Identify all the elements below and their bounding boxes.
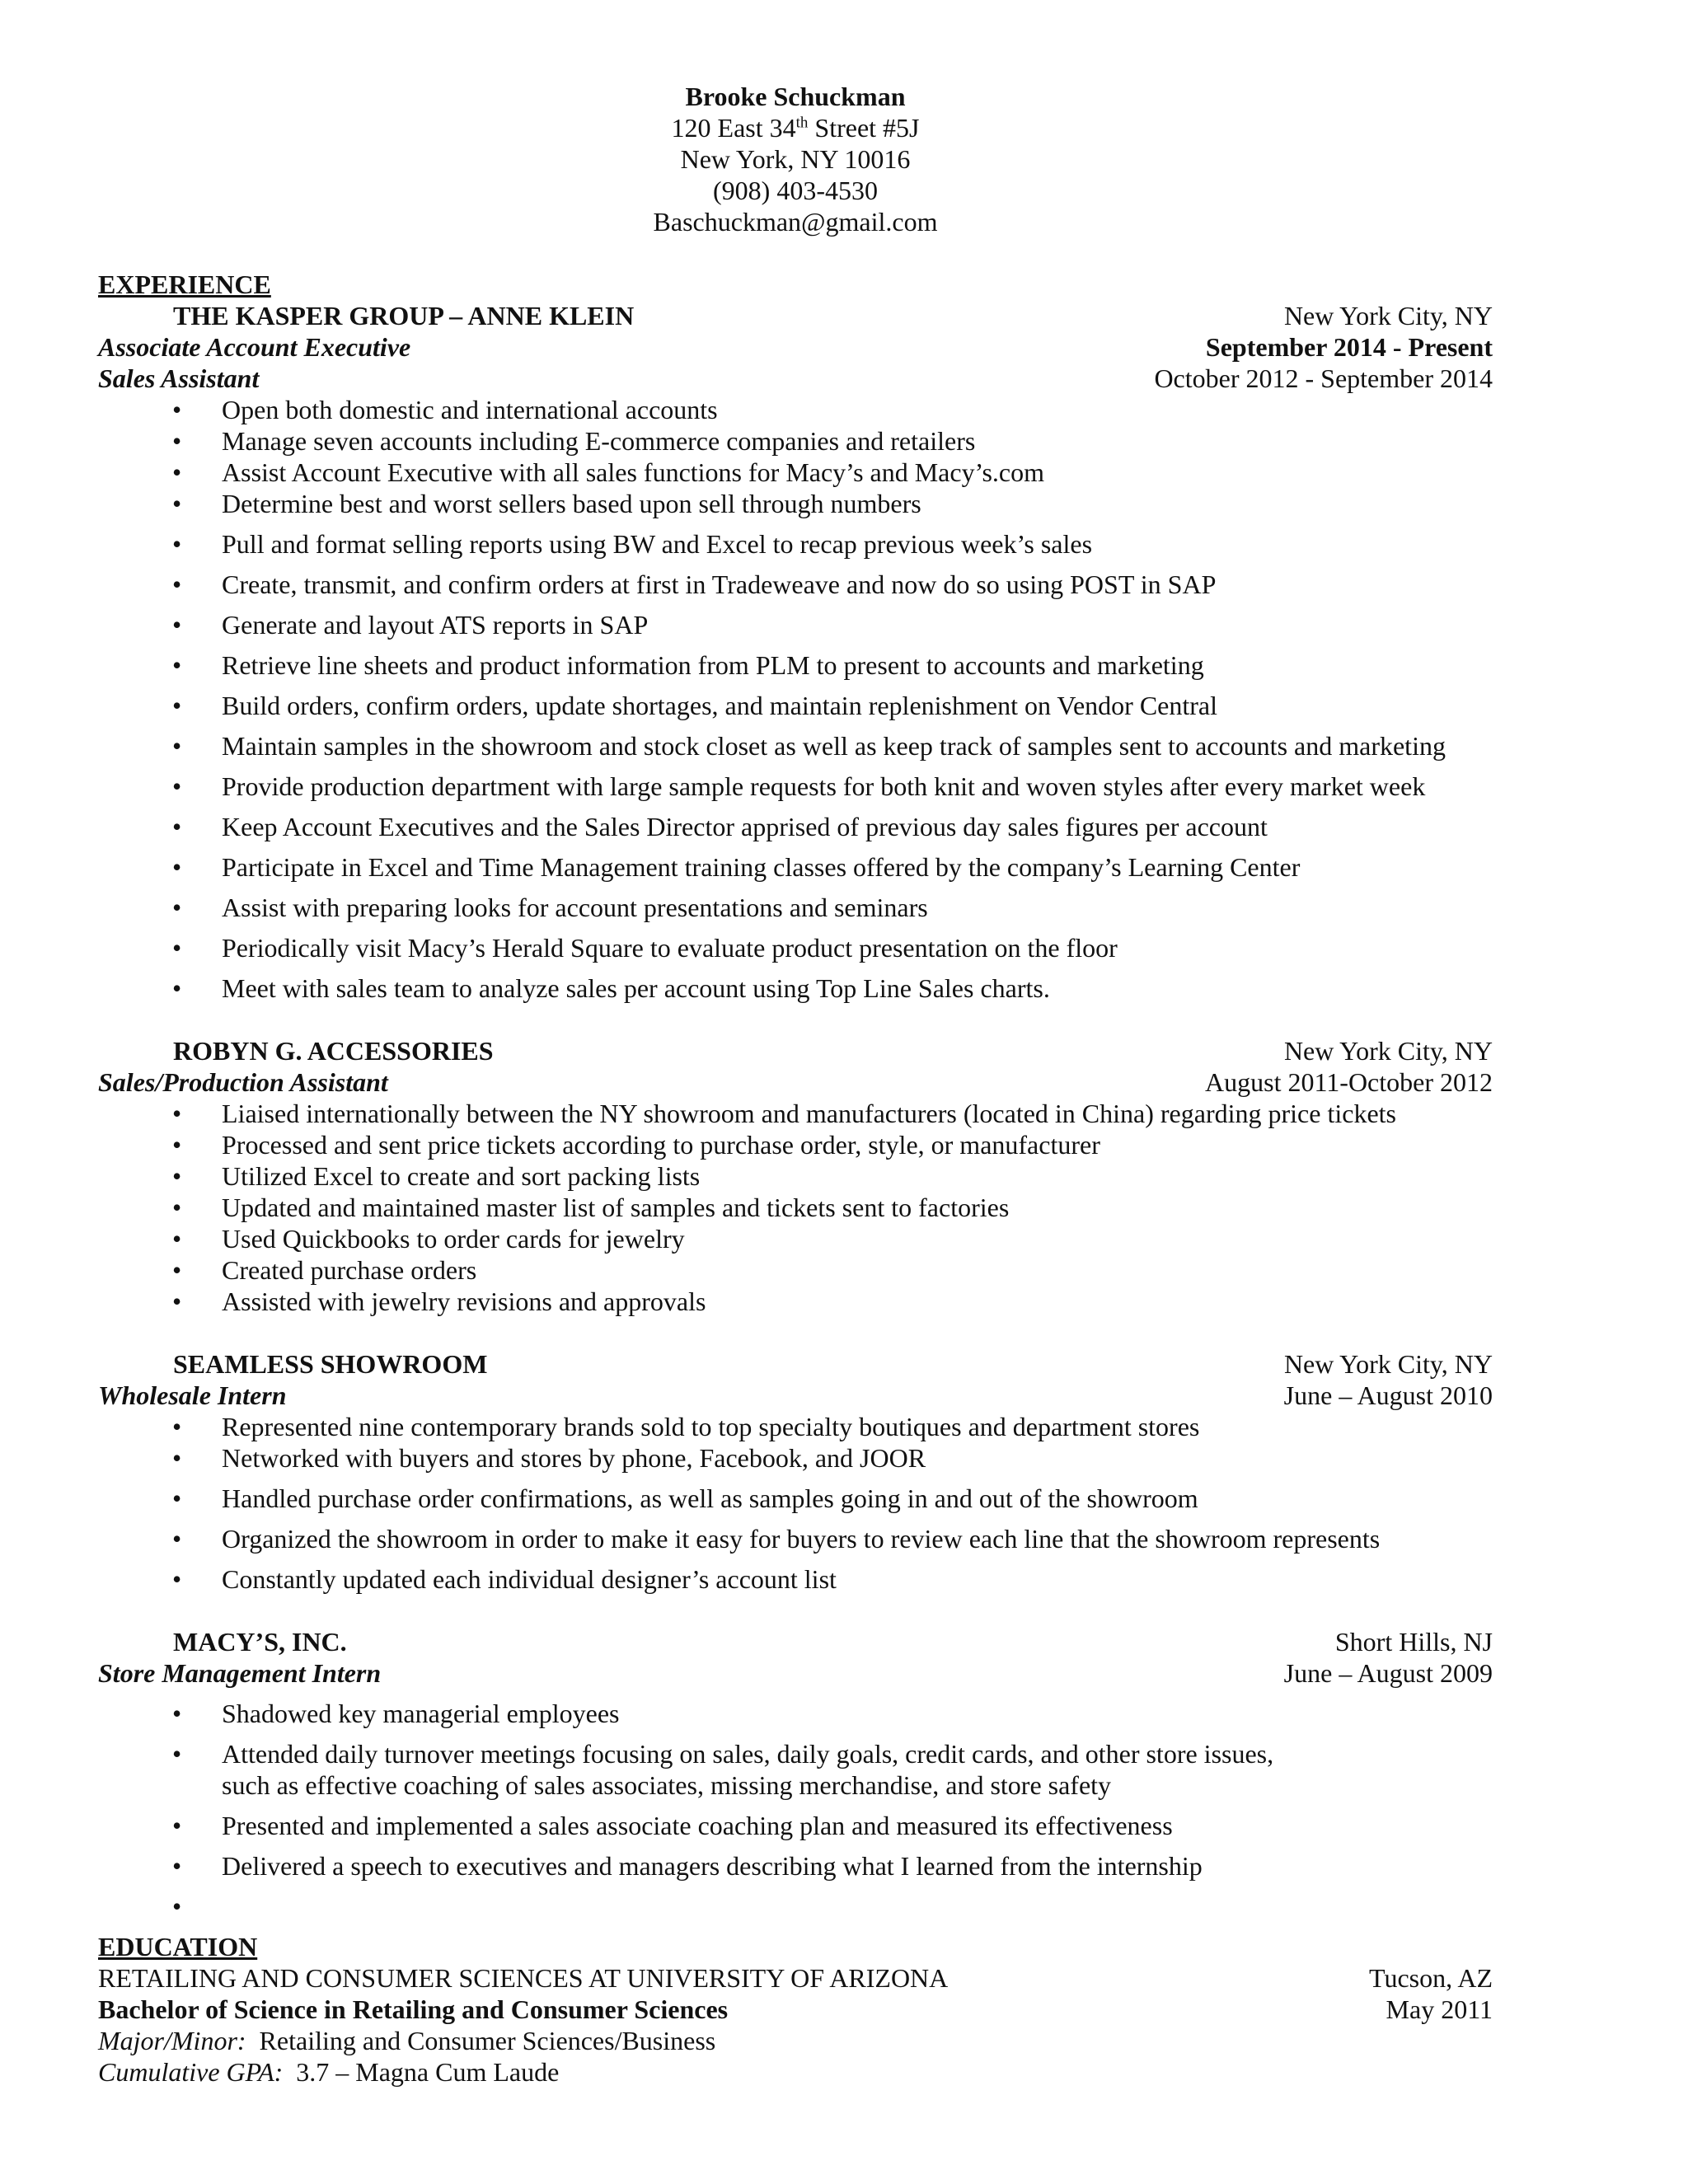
- gpa-label: Cumulative GPA:: [98, 2057, 284, 2087]
- address-line: 120 East 34th Street #5J: [671, 113, 920, 143]
- role-dates: June – August 2009: [1283, 1658, 1493, 1688]
- bullet-icon: •: [172, 426, 182, 456]
- phone-number: (908) 403-4530: [713, 176, 878, 205]
- role-title: Wholesale Intern: [98, 1380, 287, 1410]
- job-header: [98, 1626, 1493, 1657]
- list-item: • Create, transmit, and confirm orders at first in Tradeweave and now do so using POST in SAP: [172, 569, 1217, 599]
- experience-heading: EXPERIENCE: [98, 269, 271, 299]
- bullet-icon: •: [172, 973, 182, 1003]
- duties-list: [98, 394, 1493, 1004]
- bullet-icon: •: [172, 771, 182, 801]
- bullet-icon: •: [172, 610, 182, 640]
- list-item: • Manage seven accounts including E-commerce companies and retailers: [172, 426, 976, 456]
- bullet-icon: •: [172, 569, 182, 599]
- job-location: Short Hills, NJ: [1334, 1627, 1493, 1657]
- bullet-icon: •: [172, 1811, 182, 1840]
- company-name: ROBYN G. ACCESSORIES: [173, 1036, 494, 1066]
- bullet-icon: •: [172, 1524, 182, 1554]
- bullet-icon: •: [172, 1739, 182, 1769]
- job-kasper-group: [98, 300, 1493, 1004]
- bullet-icon: •: [172, 691, 182, 720]
- job-location: New York City, NY: [1283, 301, 1493, 330]
- list-item: • Updated and maintained master list of samples and tickets sent to factories: [172, 1193, 1010, 1222]
- bullet-icon: •: [172, 893, 182, 922]
- list-item: • Generate and layout ATS reports in SAP: [172, 610, 649, 640]
- role-dates: September 2014 - Present: [1205, 332, 1493, 362]
- gpa-value: 3.7 – Magna Cum Laude: [296, 2057, 560, 2087]
- bullet-icon: •: [172, 1891, 182, 1921]
- list-item: • Assist with preparing looks for account presentations and seminars: [172, 893, 928, 922]
- bullet-icon: •: [172, 395, 182, 424]
- bullet-icon: •: [172, 852, 182, 882]
- role-row: [98, 1066, 1493, 1098]
- bullet-icon: •: [172, 1286, 182, 1316]
- bullet-icon: •: [172, 1483, 182, 1513]
- list-item: • Keep Account Executives and the Sales Director apprised of previous day sales figures per account: [172, 812, 1268, 841]
- company-name: SEAMLESS SHOWROOM: [173, 1349, 488, 1379]
- role-title: Sales Assistant: [98, 363, 260, 393]
- bullet-icon: •: [172, 1224, 182, 1254]
- major-minor-line: [98, 2025, 1493, 2056]
- role-dates: October 2012 - September 2014: [1154, 363, 1493, 393]
- company-name: THE KASPER GROUP – ANNE KLEIN: [173, 301, 635, 330]
- resume-page: [98, 81, 1493, 2088]
- degree-date: May 2011: [1386, 1994, 1493, 2024]
- role-title: Store Management Intern: [98, 1658, 382, 1688]
- bullet-icon: •: [172, 1564, 182, 1594]
- applicant-name: Brooke Schuckman: [685, 82, 906, 111]
- list-item-empty: [98, 1891, 1493, 1922]
- list-item: • Used Quickbooks to order cards for jewelry: [172, 1224, 685, 1254]
- list-item: • Constantly updated each individual designer’s account list: [172, 1564, 837, 1594]
- job-location: New York City, NY: [1283, 1036, 1493, 1066]
- bullet-icon: •: [172, 1193, 182, 1222]
- list-item: • Utilized Excel to create and sort packing lists: [172, 1161, 701, 1191]
- list-item: • Processed and sent price tickets according to purchase order, style, or manufacturer: [172, 1130, 1100, 1160]
- bullet-icon: •: [172, 1851, 182, 1881]
- duties-list: [98, 1098, 1493, 1317]
- job-header: [98, 300, 1493, 331]
- list-item: • Networked with buyers and stores by phone, Facebook, and JOOR: [172, 1443, 926, 1473]
- bullet-icon: •: [172, 1699, 182, 1728]
- list-item: • Meet with sales team to analyze sales per account using Top Line Sales charts.: [172, 973, 1050, 1003]
- bullet-icon: •: [172, 1130, 182, 1160]
- list-item: • Build orders, confirm orders, update shortages, and maintain replenishment on Vendor Central: [172, 691, 1217, 720]
- list-item: • Periodically visit Macy’s Herald Square to evaluate product presentation on the floor: [172, 933, 1118, 963]
- list-item: • Delivered a speech to executives and managers describing what I learned from the internship: [172, 1851, 1203, 1881]
- duties-list: [98, 1698, 1493, 1922]
- list-item: • Shadowed key managerial employees: [172, 1699, 620, 1728]
- bullet-icon: •: [172, 529, 182, 559]
- list-item: • Represented nine contemporary brands sold to top specialty boutiques and department stores: [172, 1412, 1200, 1441]
- degree-name: Bachelor of Science in Retailing and Consumer Sciences: [98, 1994, 729, 2024]
- bullet-icon: •: [172, 933, 182, 963]
- list-item: • Handled purchase order confirmations, as well as samples going in and out of the showroom: [172, 1483, 1198, 1513]
- role-title: Sales/Production Assistant: [98, 1067, 388, 1097]
- company-name: MACY’S, INC.: [173, 1627, 347, 1657]
- list-item: • Assist Account Executive with all sales functions for Macy’s and Macy’s.com: [172, 457, 1045, 487]
- job-macys: [98, 1626, 1493, 1922]
- role-dates: August 2011-October 2012: [1205, 1067, 1493, 1097]
- list-item: • Pull and format selling reports using BW and Excel to recap previous week’s sales: [172, 529, 1093, 559]
- role-dates: June – August 2010: [1283, 1380, 1493, 1410]
- job-header: [98, 1348, 1493, 1380]
- bullet-icon: •: [172, 1412, 182, 1441]
- major-label: Major/Minor:: [98, 2026, 246, 2055]
- school-name: RETAILING AND CONSUMER SCIENCES AT UNIVERSITY OF ARIZONA: [98, 1963, 949, 1993]
- city-line: New York, NY 10016: [680, 144, 911, 174]
- list-item: • Created purchase orders: [172, 1255, 477, 1285]
- bullet-icon: •: [172, 650, 182, 680]
- bullet-icon: •: [172, 731, 182, 761]
- bullet-icon: •: [172, 489, 182, 518]
- list-item: • Participate in Excel and Time Management training classes offered by the company’s Learning Center: [172, 852, 1301, 882]
- job-seamless-showroom: [98, 1348, 1493, 1595]
- education-heading: EDUCATION: [98, 1932, 258, 1961]
- email-address: Baschuckman@gmail.com: [653, 207, 938, 237]
- list-item: • Determine best and worst sellers based upon sell through numbers: [172, 489, 921, 518]
- gpa-line: [98, 2056, 1493, 2088]
- list-item: • Open both domestic and international accounts: [172, 395, 718, 424]
- role-title: Associate Account Executive: [98, 332, 411, 362]
- school-location: Tucson, AZ: [1369, 1963, 1493, 1993]
- role-row: [98, 1657, 1493, 1689]
- list-item: • Retrieve line sheets and product information from PLM to present to accounts and marketing: [172, 650, 1204, 680]
- bullet-icon: •: [172, 1255, 182, 1285]
- contact-header: [98, 81, 1493, 237]
- job-robyn-g-accessories: [98, 1035, 1493, 1317]
- list-item: • Organized the showroom in order to make it easy for buyers to review each line that the showroom represents: [172, 1524, 1381, 1554]
- bullet-icon: •: [172, 1443, 182, 1473]
- role-row: [98, 1380, 1493, 1411]
- major-value: Retailing and Consumer Sciences/Business: [259, 2026, 716, 2055]
- list-item: • Presented and implemented a sales associate coaching plan and measured its effectiveness: [172, 1811, 1173, 1840]
- list-item: • Maintain samples in the showroom and stock closet as well as keep track of samples sent to accounts and marketing: [172, 731, 1446, 761]
- bullet-icon: •: [172, 457, 182, 487]
- list-item: • Assisted with jewelry revisions and approvals: [172, 1286, 706, 1316]
- role-row: [98, 363, 1493, 394]
- job-location: New York City, NY: [1283, 1349, 1493, 1379]
- education-school-row: [98, 1962, 1493, 1994]
- bullet-icon: •: [172, 1161, 182, 1191]
- duties-list: [98, 1411, 1493, 1595]
- education-degree-row: [98, 1994, 1493, 2025]
- list-item: • Attended daily turnover meetings focusing on sales, daily goals, credit cards, and other store issues, such as effective coaching of sales associates, missing merchandise, and store safety: [172, 1739, 1274, 1800]
- list-item: • Provide production department with large sample requests for both knit and woven styles after every market week: [172, 771, 1426, 801]
- bullet-icon: •: [172, 812, 182, 841]
- job-header: [98, 1035, 1493, 1066]
- role-row: [98, 331, 1493, 363]
- list-item: • Liaised internationally between the NY showroom and manufacturers (located in China) regarding price tickets: [172, 1099, 1396, 1128]
- bullet-icon: •: [172, 1099, 182, 1128]
